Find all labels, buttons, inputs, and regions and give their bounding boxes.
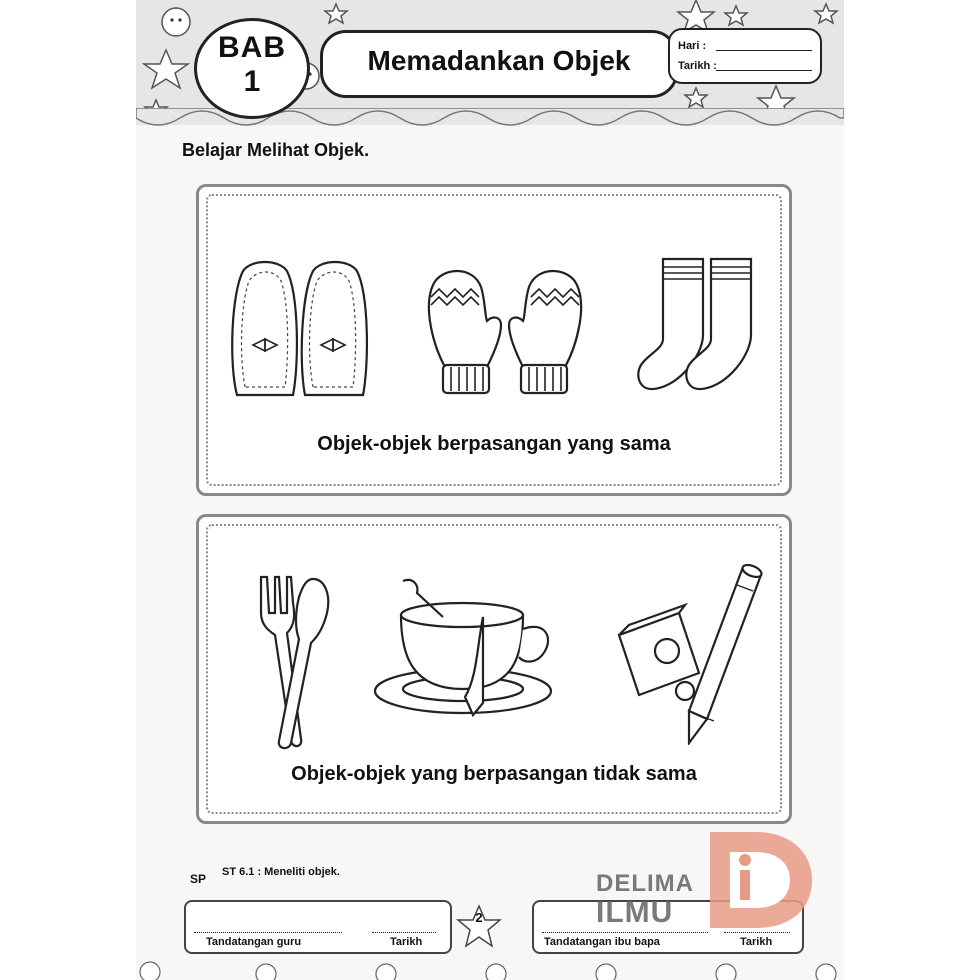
shoes-icon [227,255,377,403]
day-line[interactable] [716,50,812,51]
watermark-line2: ILMU [596,896,674,929]
parent-date-label: Tarikh [740,936,773,948]
date-line[interactable] [716,70,812,71]
date-box [668,28,822,84]
sp-label: SP [190,872,207,886]
teacher-date-label: Tarikh [390,936,423,948]
date-label: Tarikh : [678,60,717,72]
socks-icon [631,255,767,395]
chapter-badge [194,18,310,119]
day-label: Hari : [678,40,707,52]
page-number: 2 [475,910,483,925]
teacher-signature-label: Tandatangan guru [206,936,302,948]
bottom-sun-pattern [136,956,844,980]
chapter-word: BAB [218,31,286,64]
instruction-text: Belajar Melihat Objek. [182,140,370,160]
publisher-watermark [596,826,816,936]
caption-different-pairs: Objek-objek yang berpasangan tidak sama [291,763,697,785]
parent-signature-label: Tandatangan ibu bapa [544,936,660,948]
standard-text: ST 6.1 : Meneliti objek. [222,866,340,878]
mittens-icon [415,259,595,399]
caption-same-pairs: Objek-objek berpasangan yang sama [317,433,671,455]
title-box [320,30,678,98]
teacher-signature-line[interactable] [194,932,342,933]
teacher-date-line[interactable] [372,932,436,933]
publisher-logo-icon [700,826,816,934]
sharpener-pencil-icon [615,561,765,745]
teacher-signature-box [184,900,452,954]
watermark-line1: DELIMA [596,870,694,897]
teacup-icon [373,577,559,737]
chapter-number: 1 [243,65,261,98]
panel-different-pairs [196,514,792,824]
fork-spoon-icon [255,573,335,751]
page-title: Memadankan Objek [367,45,631,76]
panel-same-pairs [196,184,792,496]
